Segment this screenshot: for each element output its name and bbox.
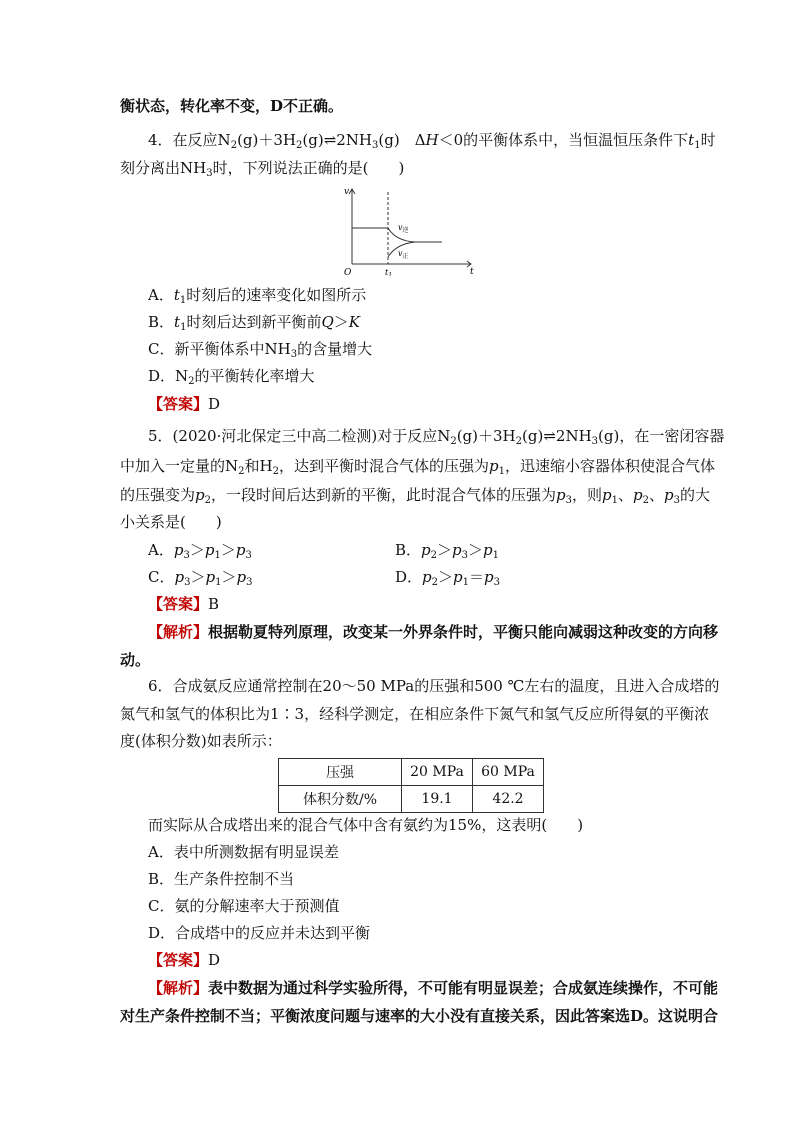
q5-analysis-line1: 【解析】根据勒夏特列原理，改变某一外界条件时，平衡只能向减弱这种改变的方向移 [148, 623, 719, 641]
table-cell: 压强 [279, 759, 402, 786]
q6-stem-line2: 氮气和氢气的体积比为1∶3，经科学测定，在相应条件下氮气和氢气反应所得氨的平衡浓 [120, 705, 710, 723]
q6-option-d: D．合成塔中的反应并未达到平衡 [148, 924, 371, 942]
q5-analysis-line2: 动。 [120, 651, 151, 669]
equilibrium-arrow-icon: ⇌ [323, 131, 337, 149]
q4-answer: 【答案】D [148, 395, 221, 413]
table-row [279, 786, 544, 813]
q5-answer: 【答案】B [148, 595, 220, 613]
q6-option-a: A．表中所测数据有明显误差 [148, 843, 339, 861]
table-row [279, 759, 544, 786]
q6-answer: 【答案】D [148, 951, 221, 969]
q6-analysis-line1: 【解析】表中数据为通过科学实验所得，不可能有明显误差；合成氨连续操作，不可能 [148, 979, 719, 997]
q5-stem-line2: 中加入一定量的$N_2$和$H_2$，达到平衡时混合气体的压强为$p_1$，迅速缩小容器体积使混合气体 [120, 457, 715, 477]
q6-stem-line3: 度(体积分数)如表所示： [120, 732, 282, 750]
q5-stem-line4: 小关系是( ) [120, 513, 222, 531]
table-cell: 19.1 [402, 786, 473, 813]
q5-option-c: C．$p_3>p_1>p_3$ [148, 568, 253, 588]
q6-option-b: B．生产条件控制不当 [148, 870, 295, 888]
q6-stem-line1: 6．合成氨反应通常控制在20～50 MPa的压强和500 ℃左右的温度，且进入合成塔的 [148, 677, 720, 695]
ammonia-data-table [278, 758, 544, 813]
q5-option-b: B．$p_2>p_3>p_1$ [395, 541, 500, 561]
rate-time-graph [340, 184, 480, 276]
q4-stem-line2: 刻分离出$NH_3$时，下列说法正确的是( ) [120, 159, 405, 179]
q6-analysis-line2: 对生产条件控制不当；平衡浓度问题与速率的大小没有直接关系，因此答案选D。这说明合 [120, 1007, 719, 1025]
q4-option-d: D．$N_2$的平衡转化率增大 [148, 367, 315, 387]
q6-stem-line4: 而实际从合成塔出来的混合气体中含有氨约为15%，这表明( ) [148, 816, 584, 834]
equilibrium-arrow-icon: ⇌ [543, 427, 556, 445]
q5-option-d: D．$p_2>p_1=p_3$ [395, 568, 501, 588]
table-cell: 42.2 [473, 786, 544, 813]
q4-stem-line1: 4．在反应$N_2(g)+3H_2(g)\rightleftharpoons 2NH_3(g)$ ΔH＜0的平衡体系中，当恒温恒压条件下$t_1$时 [148, 131, 716, 151]
continuation-text: 衡状态，转化率不变，D不正确。 [120, 97, 344, 115]
table-cell: 20 MPa [402, 759, 473, 786]
q4-option-b: B．$t_1$时刻后达到新平衡前Q＞K [148, 313, 360, 333]
table-cell: 60 MPa [473, 759, 544, 786]
q5-stem-line1: 5．(2020·河北保定三中高二检测)对于反应$N_2(g)+3H_2(g)\rightleftharpoons 2NH_3(g)$，在一密闭容器 [148, 427, 725, 447]
origin-label: O [344, 268, 352, 276]
q6-option-c: C．氨的分解速率大于预测值 [148, 897, 340, 915]
t-axis-label: t [470, 267, 474, 276]
table-cell: 体积分数/% [279, 786, 402, 813]
q4-option-c: C．新平衡体系中$NH_3$的含量增大 [148, 340, 373, 360]
v-axis-label: v [344, 187, 350, 197]
v-forward-label: $v_逆$ [398, 223, 409, 234]
v-reverse-label: $v_正$ [398, 249, 409, 260]
q5-option-a: A．$p_3>p_1>p_3$ [148, 541, 252, 561]
t1-label: $t_1$ [385, 268, 393, 276]
q4-option-a: A．$t_1$时刻后的速率变化如图所示 [148, 286, 367, 306]
q5-stem-line3: 的压强变为$p_2$，一段时间后达到新的平衡，此时混合气体的压强为$p_3$，则$p_1$、$p_2$、$p_3$的大 [120, 486, 711, 506]
